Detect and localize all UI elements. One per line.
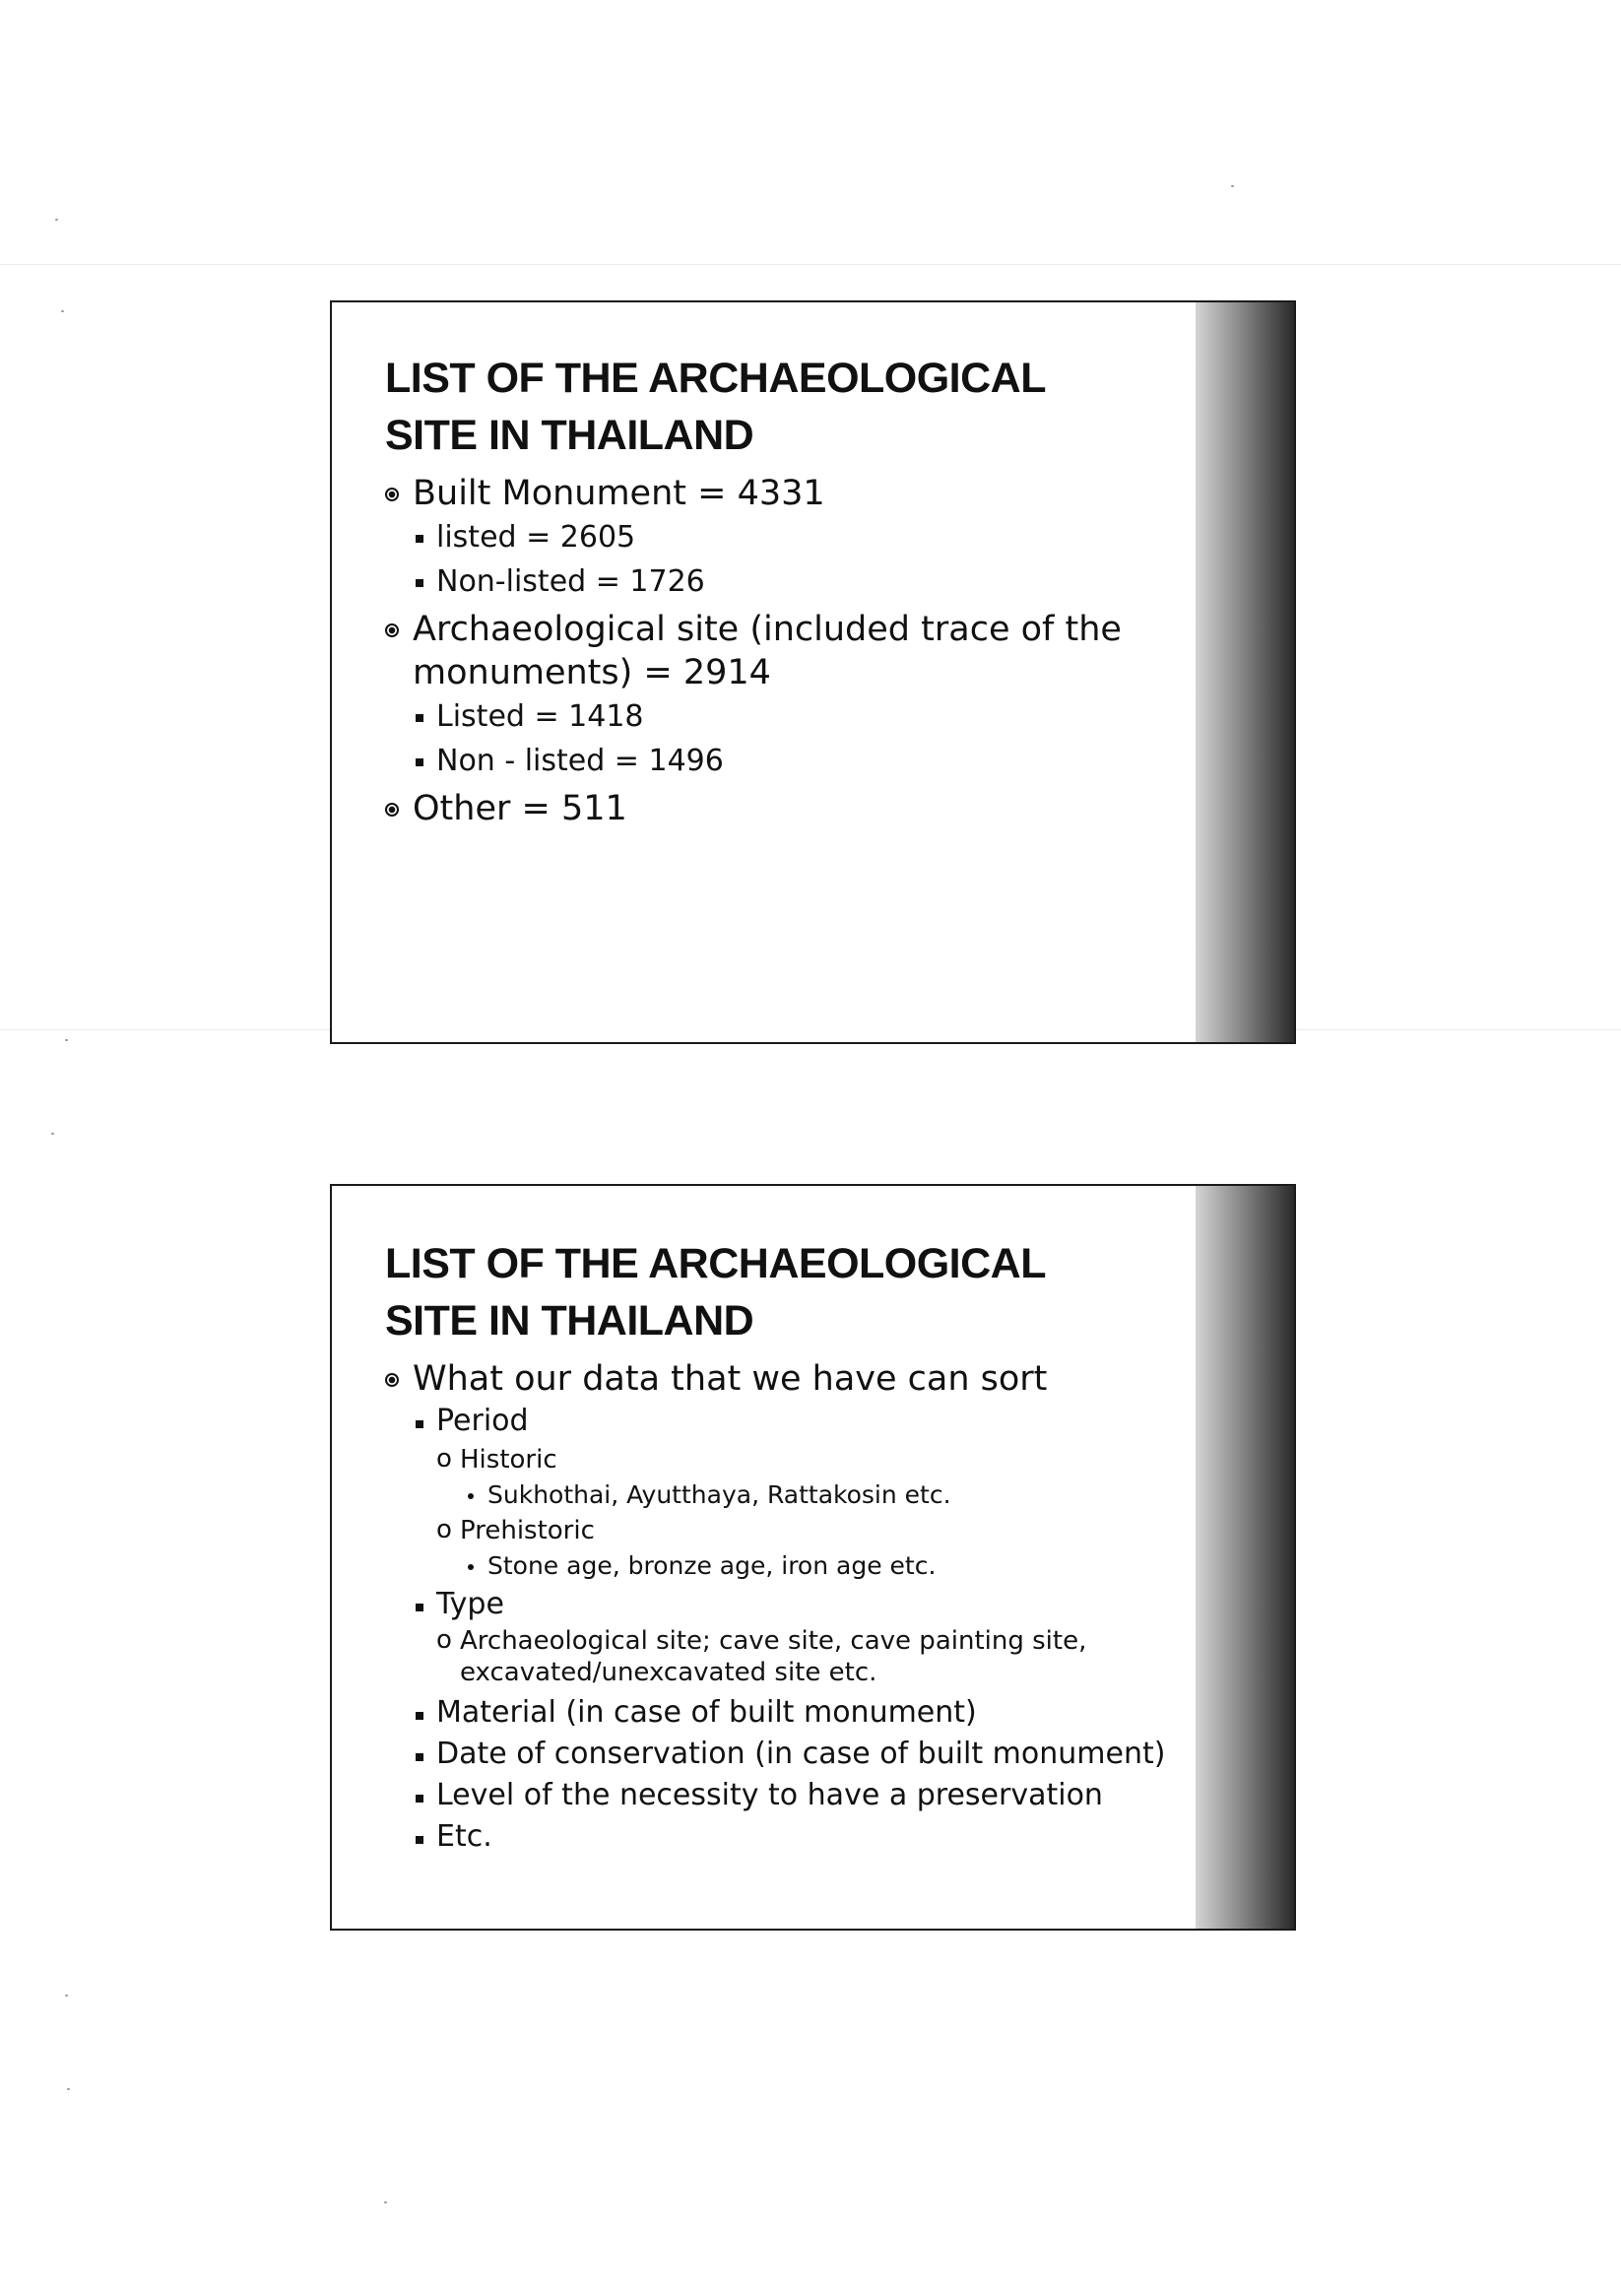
bullet-item: Archaeological site (included trace of the monuments) = 2914	[385, 608, 1166, 694]
bullet-item: o Historic	[436, 1442, 1166, 1477]
scan-speck	[384, 2201, 387, 2203]
bullet-item: o Archaeological site; cave site, cave painting site, excavated/unexcavated site etc.	[436, 1625, 1166, 1688]
bullet-item: Built Monument = 4331	[385, 472, 1166, 515]
slide-title-line-2: SITE IN THAILAND	[385, 1297, 754, 1345]
slide-title	[385, 1235, 1166, 1349]
slide-title-line-1: LIST OF THE ARCHAEOLOGICAL	[385, 1240, 1046, 1287]
bullet-item: Non - listed = 1496	[413, 739, 1166, 783]
slide-1	[330, 300, 1296, 1044]
scan-speck	[55, 219, 58, 221]
bullet-item: Type	[413, 1584, 1166, 1625]
bullet-item: listed = 2605	[413, 515, 1166, 559]
bullet-item: Material (in case of built monument)	[413, 1692, 1166, 1734]
slide-side-band	[1196, 1186, 1294, 1929]
slide-title	[385, 350, 1166, 464]
slide-title-line-2: SITE IN THAILAND	[385, 412, 754, 459]
scan-speck	[67, 2088, 70, 2090]
bullet-item: Period	[413, 1401, 1166, 1442]
slide-content	[385, 350, 1166, 830]
scan-speck	[1231, 185, 1234, 187]
bullet-item: Level of the necessity to have a preservation	[413, 1775, 1166, 1816]
bullet-item: Date of conservation (in case of built monument)	[413, 1734, 1166, 1775]
slide-side-band	[1196, 302, 1294, 1042]
scan-speck	[65, 1995, 68, 1997]
slide-title-line-1: LIST OF THE ARCHAEOLOGICAL	[385, 355, 1046, 402]
scan-speck	[65, 1039, 68, 1041]
scan-speck	[61, 310, 64, 312]
slide-2	[330, 1184, 1296, 1931]
bullet-item: Sukhothai, Ayutthaya, Rattakosin etc.	[464, 1477, 1166, 1513]
bullet-item: Non-listed = 1726	[413, 559, 1166, 604]
bullet-item: Etc.	[413, 1816, 1166, 1858]
bullet-item: Stone age, bronze age, iron age etc.	[464, 1548, 1166, 1584]
bullet-item: What our data that we have can sort	[385, 1357, 1166, 1401]
bullet-item: Other = 511	[385, 787, 1166, 830]
bullet-item: Listed = 1418	[413, 694, 1166, 739]
bullet-item: o Prehistoric	[436, 1513, 1166, 1548]
scan-line	[0, 264, 1621, 265]
slide-content	[385, 1235, 1166, 1858]
scan-speck	[51, 1133, 54, 1135]
